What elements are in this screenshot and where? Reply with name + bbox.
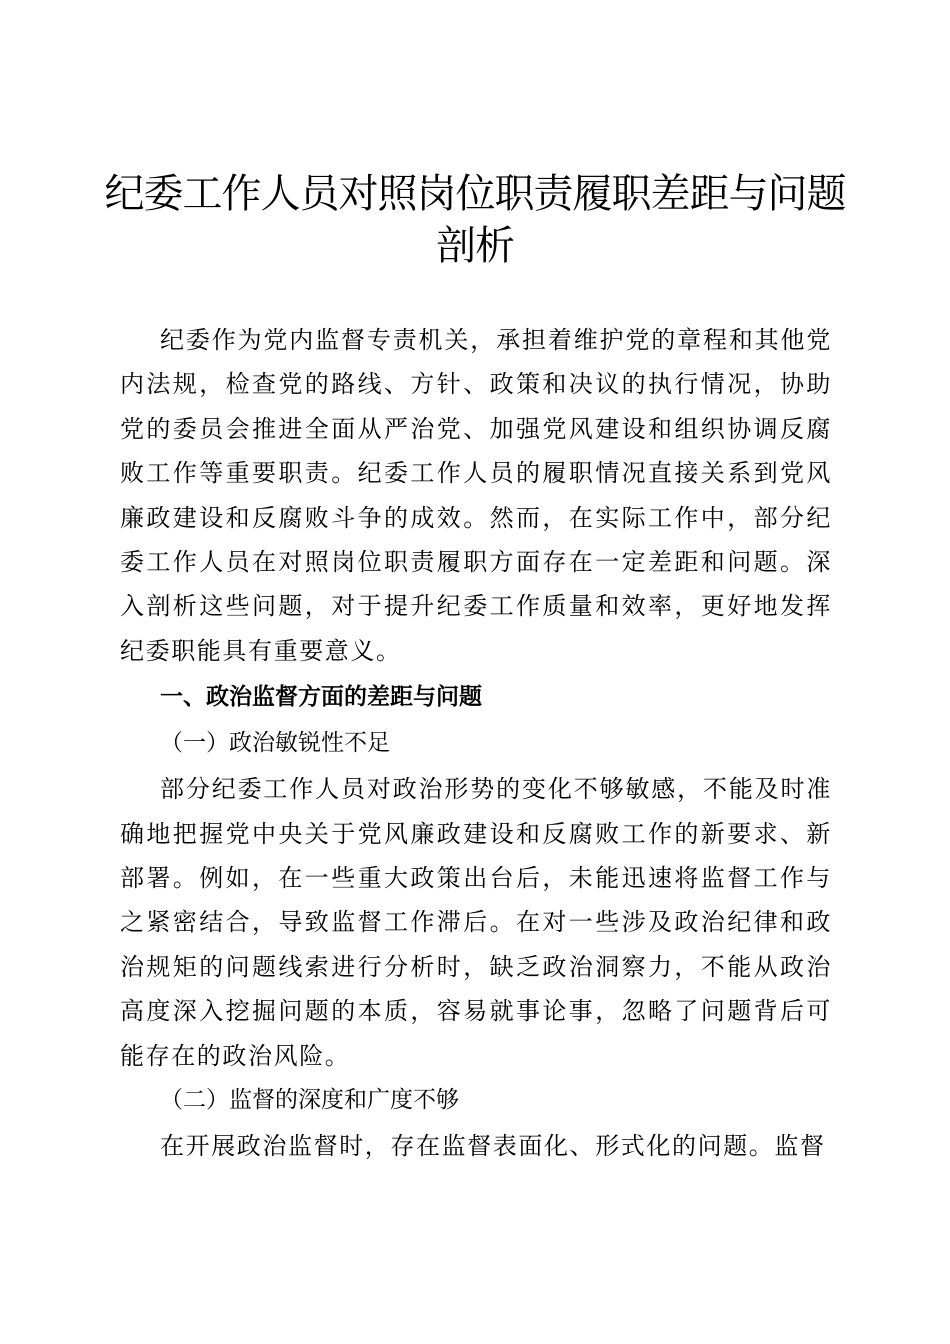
document-body [120,318,832,1169]
document-title: 纪委工作人员对照岗位职责履职差距与问题剖析 [104,171,846,269]
intro-paragraph: 纪委作为党内监督专责机关，承担着维护党的章程和其他党内法规，检查党的路线、方针、政策和决议的执行情况，协助党的委员会推进全面从严治党、加强党风建设和组织协调反腐败工作等重要职责。纪委工作人员的履职情况直接关系到党风廉政建设和反腐败斗争的成效。然而，在实际工作中，部分纪委工作人员在对照岗位职责履职方面存在一定差距和问题。深入剖析这些问题，对于提升纪委工作质量和效率，更好地发挥纪委职能具有重要意义。 [120,326,832,665]
subsection-paragraph-1: 部分纪委工作人员对政治形势的变化不够敏感，不能及时准确地把握党中央关于党风廉政建设和反腐败工作的新要求、新部署。例如，在一些重大政策出台后，未能迅速将监督工作与之紧密结合，导致监督工作滞后。在对一些涉及政治纪律和政治规矩的问题线索进行分析时，缺乏政治洞察力，不能从政治高度深入挖掘问题的本质，容易就事论事，忽略了问题背后可能存在的政治风险。 [120,775,832,1070]
subsection-heading-2: （二）监督的深度和广度不够 [160,1087,459,1114]
section-heading: 一、政治监督方面的差距与问题 [160,684,482,711]
subsection-paragraph-2: 在开展政治监督时，存在监督表面化、形式化的问题。监督 [160,1132,826,1161]
subsection-heading-1: （一）政治敏锐性不足 [160,730,390,757]
